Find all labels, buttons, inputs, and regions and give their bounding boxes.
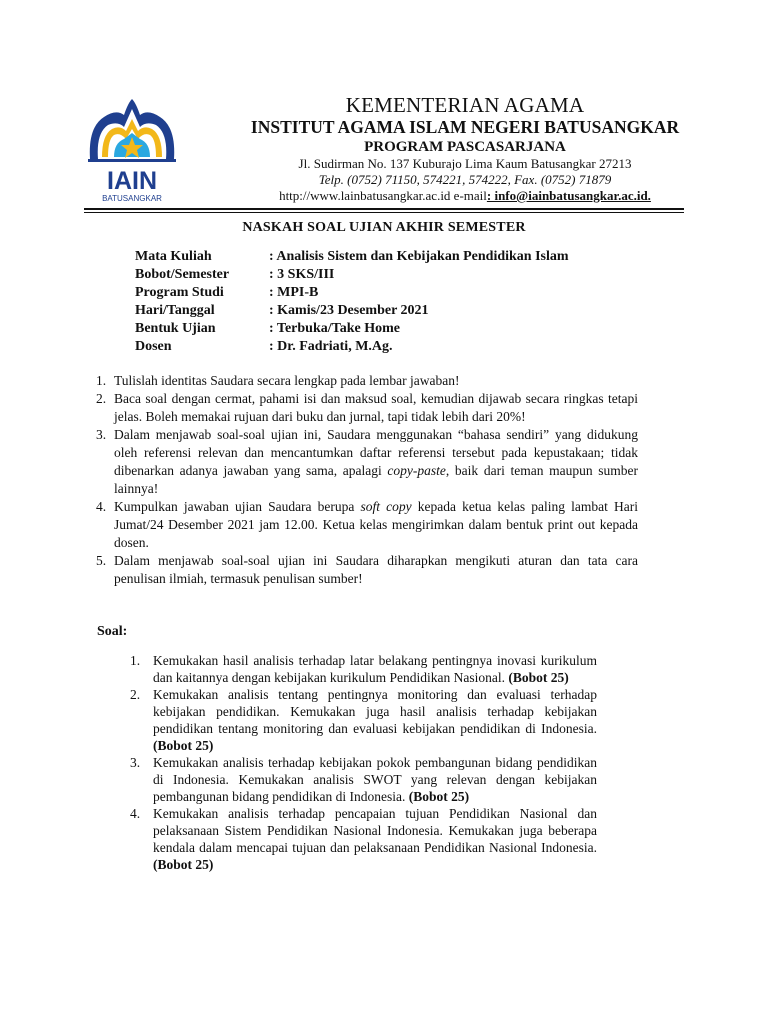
web-email-line xyxy=(180,188,750,204)
instruction-text: Kumpulkan jawaban ujian Saudara berupa xyxy=(114,499,361,514)
ministry-heading: KEMENTERIAN AGAMA xyxy=(345,93,585,117)
instruction-text: Dalam menjawab soal-soal ujian ini, Saudara menggunakan “bahasa sendiri” yang didukung oleh referensi relevan dan mencantumkan daftar referensi tersebut pada kepustakaan; tidak dibenarkan adanya jawaban yang sama, apalagi xyxy=(114,427,638,478)
item-number: 4. xyxy=(96,499,107,514)
question-item xyxy=(130,652,597,686)
info-row xyxy=(135,302,569,320)
exam-title: NASKAH SOAL UJIAN AKHIR SEMESTER xyxy=(242,220,526,235)
questions-heading: Soal: xyxy=(97,624,128,639)
header-rule-thin xyxy=(84,212,684,213)
question-weight: (Bobot 25) xyxy=(508,670,569,685)
info-label: Mata Kuliah xyxy=(135,249,212,264)
item-number: 5. xyxy=(96,553,107,568)
phone-line: Telp. (0752) 71150, 574221, 574222, Fax. (0752) 71879 xyxy=(318,172,612,187)
info-label: Program Studi xyxy=(135,285,224,300)
item-number: 2. xyxy=(96,391,107,406)
address-line: Jl. Sudirman No. 137 Kuburajo Lima Kaum Batusangkar 27213 xyxy=(298,156,632,171)
info-value: : Kamis/23 Desember 2021 xyxy=(269,303,429,318)
info-value: : MPI-B xyxy=(269,285,319,300)
info-label: Dosen xyxy=(135,339,172,354)
info-value: : Terbuka/Take Home xyxy=(269,321,400,336)
info-row xyxy=(135,320,569,338)
institute-heading: INSTITUT AGAMA ISLAM NEGERI BATUSANGKAR xyxy=(250,117,680,137)
instruction-text: , baik dari teman maupun sumber lainnya! xyxy=(114,463,638,496)
item-number: 3. xyxy=(96,427,107,442)
question-weight: (Bobot 25) xyxy=(153,857,214,872)
question-text: Kemukakan analisis terhadap kebijakan pokok pembangunan bidang pendidikan di Indonesia. Kemukakan analisis SWOT yang relevan dengan kebijakan pembangunan bidang pendidikan di Indonesia. xyxy=(153,755,597,804)
question-text: Kemukakan analisis terhadap pencapaian tujuan Pendidikan Nasional dan pelaksanaan Sistem Pendidikan Nasional Indonesia. Kemukakan juga beberapa kendala dalam mencapai tujuan dan pelaksanaan Pendidikan Nasional Indonesia. xyxy=(153,806,597,855)
instruction-item xyxy=(96,426,638,498)
instruction-text: Dalam menjawab soal-soal ujian ini Saudara diharapkan mengikuti aturan dan tata cara penulisan ilmiah, termasuk penulisan sumber! xyxy=(114,553,638,586)
info-row xyxy=(135,266,569,284)
instruction-text: Baca soal dengan cermat, pahami isi dan maksud soal, kemudian dijawab secara ringkas tetapi jelas. Boleh memakai rujuan dari buku dan jurnal, tapi tidak lebih dari 20%! xyxy=(114,391,638,424)
item-number: 4. xyxy=(130,806,141,821)
info-row xyxy=(135,248,569,266)
info-row xyxy=(135,284,569,302)
logo-subtext: BATUSANGKAR xyxy=(102,194,162,203)
website-text: http://www.lainbatusangkar.ac.id e-mail xyxy=(279,188,487,203)
question-item xyxy=(130,754,597,805)
email-link[interactable]: : info@iainbatusangkar.ac.id. xyxy=(486,188,651,203)
info-value: : Dr. Fadriati, M.Ag. xyxy=(269,339,393,354)
instruction-italic: soft copy xyxy=(360,499,412,514)
instruction-text: Tulislah identitas Saudara secara lengkap pada lembar jawaban! xyxy=(114,373,460,388)
info-label: Hari/Tanggal xyxy=(135,303,215,318)
iain-logo xyxy=(84,97,180,207)
logo-text: IAIN xyxy=(107,167,157,195)
instruction-text: kepada ketua kelas paling lambat Hari Jumat/24 Desember 2021 jam 12.00. Ketua kelas mengirimkan dalam bentuk print out kepada dosen. xyxy=(114,499,638,550)
question-weight: (Bobot 25) xyxy=(153,738,214,753)
item-number: 1. xyxy=(96,373,107,388)
questions-list xyxy=(130,652,597,873)
question-item xyxy=(130,805,597,873)
item-number: 2. xyxy=(130,687,141,702)
instruction-item xyxy=(96,390,638,426)
info-row xyxy=(135,338,569,356)
instruction-item xyxy=(96,552,638,588)
info-value: : Analisis Sistem dan Kebijakan Pendidikan Islam xyxy=(269,249,569,264)
item-number: 3. xyxy=(130,755,141,770)
instruction-item xyxy=(96,372,638,390)
instruction-item xyxy=(96,498,638,552)
question-text: Kemukakan hasil analisis terhadap latar belakang pentingnya inovasi kurikulum dan kaitannya dengan kebijakan kurikulum Pendidikan Nasional. xyxy=(153,653,597,685)
item-number: 1. xyxy=(130,653,141,668)
program-heading: PROGRAM PASCASARJANA xyxy=(364,139,566,155)
info-label: Bobot/Semester xyxy=(135,267,230,282)
info-label: Bentuk Ujian xyxy=(135,321,216,336)
question-item xyxy=(130,686,597,754)
info-value: : 3 SKS/III xyxy=(269,267,335,282)
instruction-italic: copy-paste xyxy=(387,463,446,478)
instructions-list xyxy=(96,372,638,588)
course-info xyxy=(135,248,569,356)
header-rule-thick xyxy=(84,208,684,210)
question-text: Kemukakan analisis tentang pentingnya monitoring dan evaluasi terhadap kebijakan pendidikan. Kemukakan juga hasil analisis terhadap kebijakan pendidikan tentang monitoring dan evaluasi kebijakan pendidikan di Indonesia. xyxy=(153,687,597,736)
question-weight: (Bobot 25) xyxy=(408,789,470,804)
